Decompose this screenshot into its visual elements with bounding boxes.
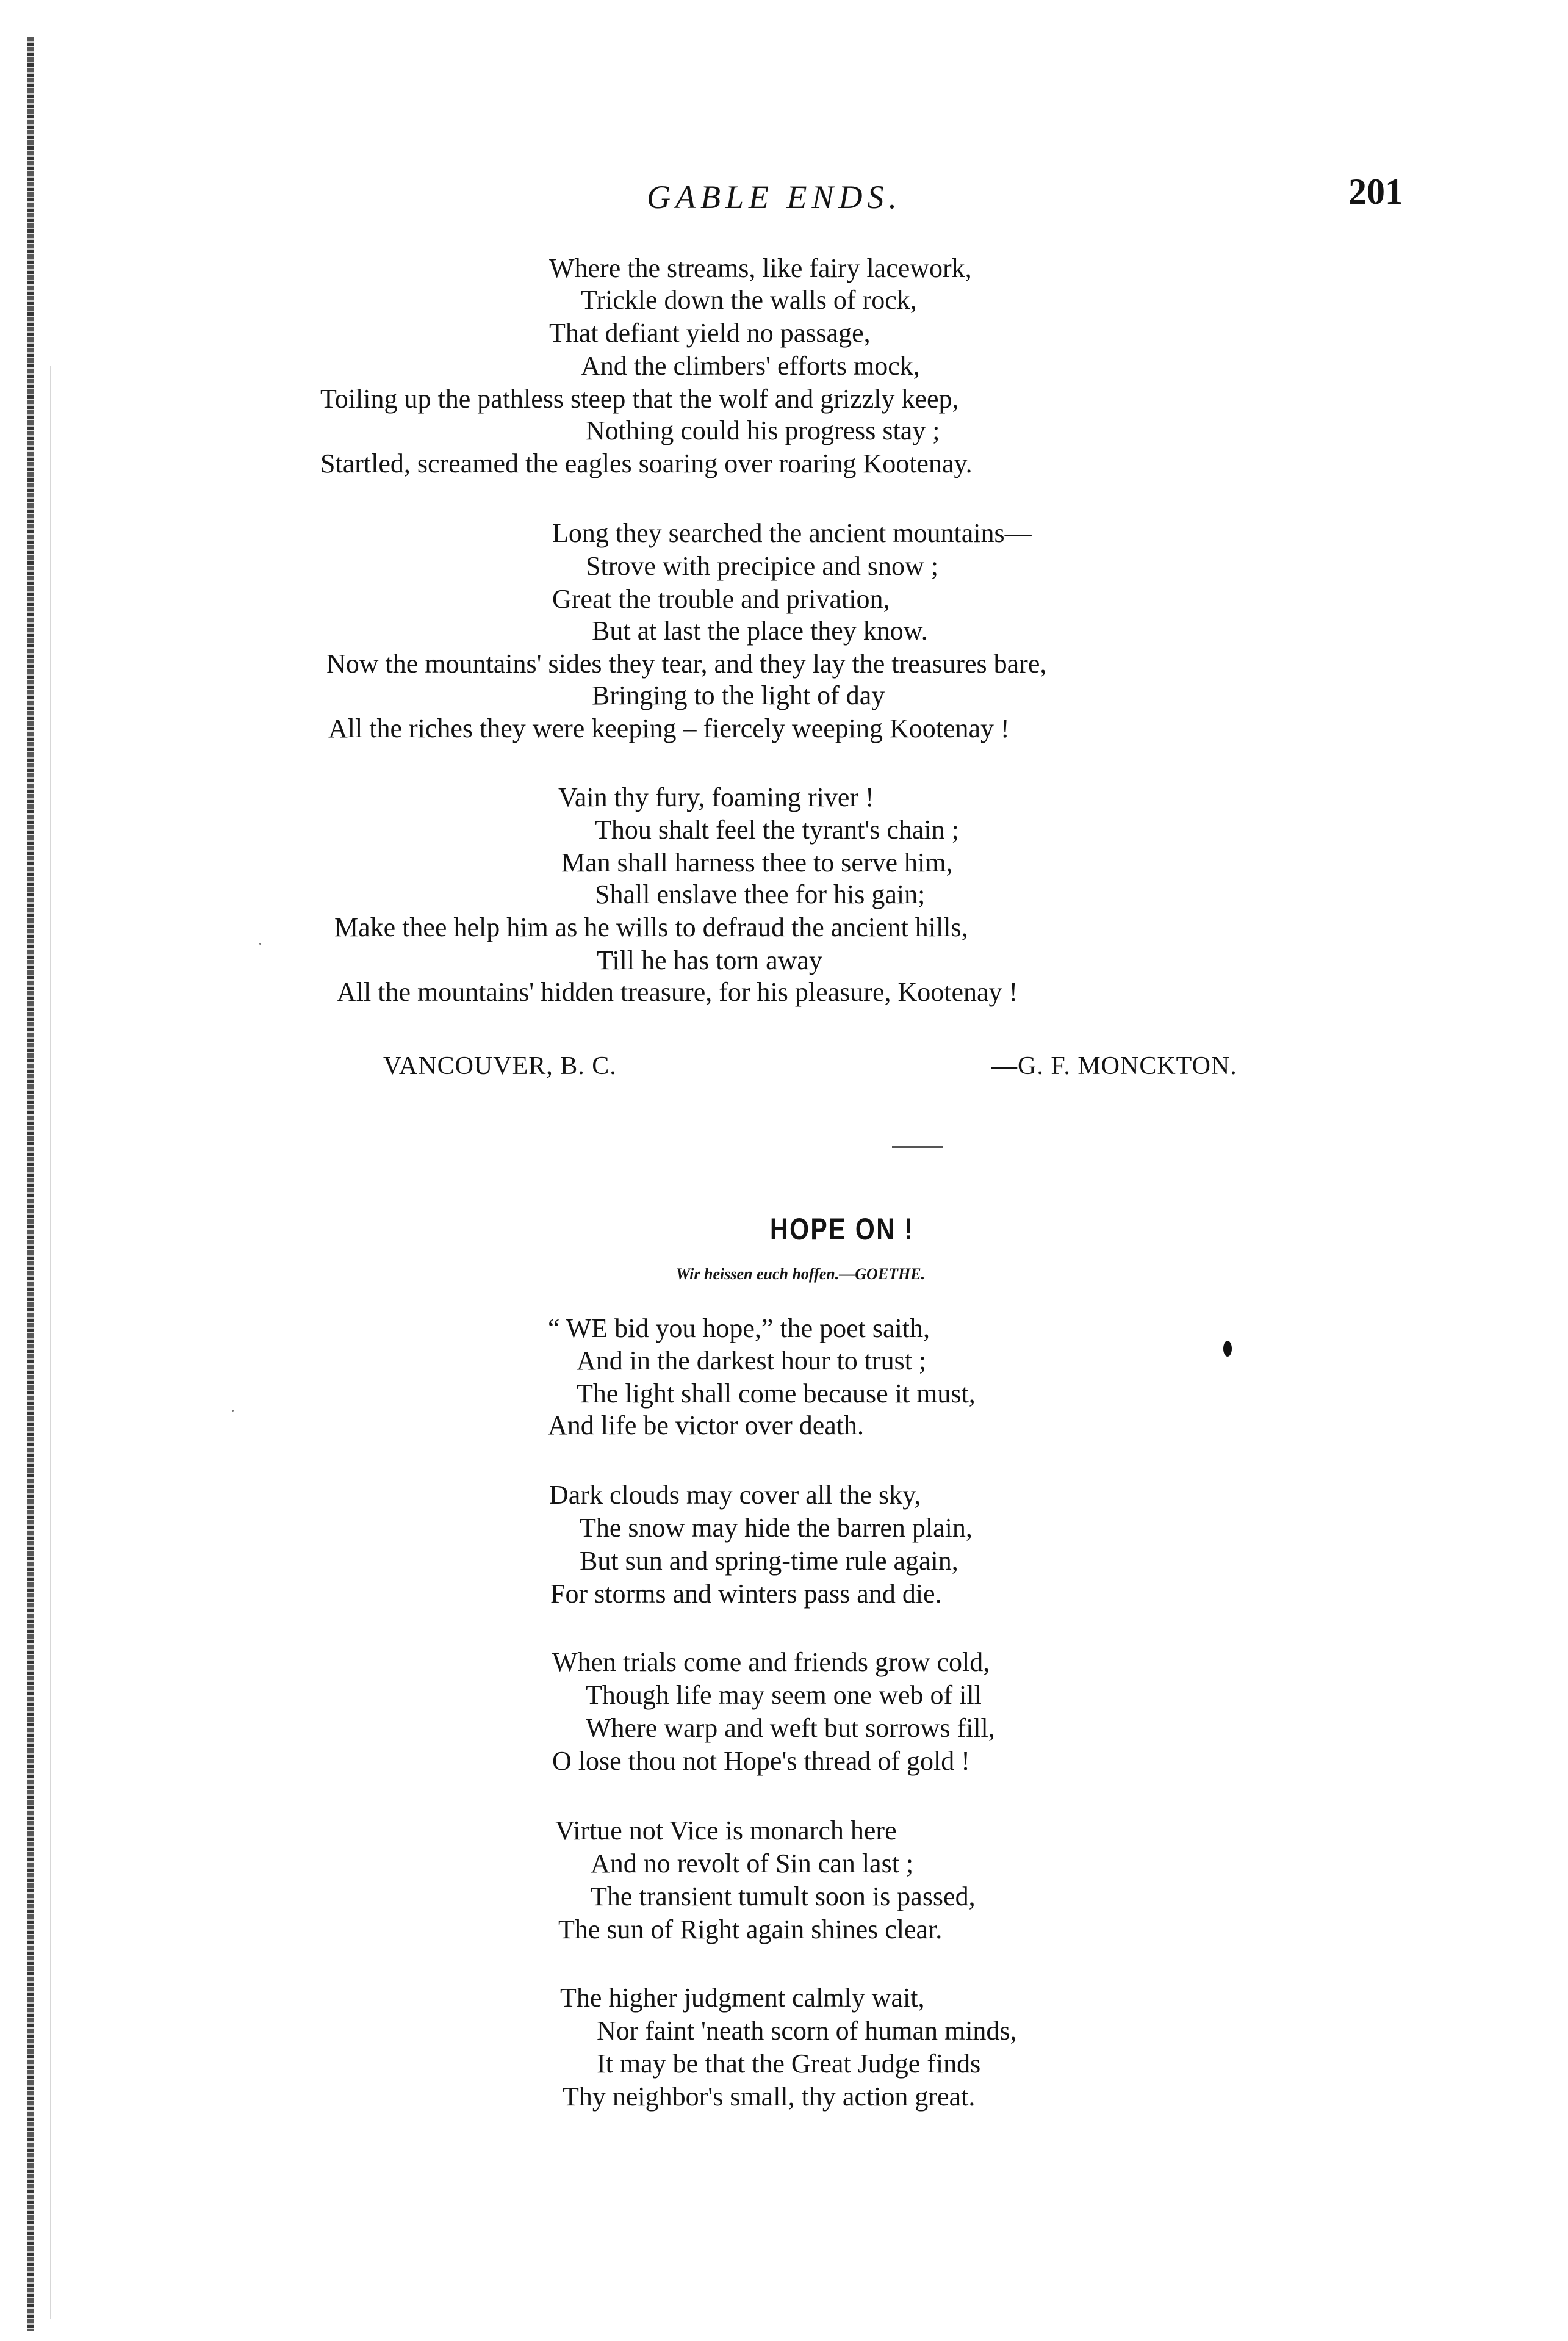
poem1-line: Vain thy fury, foaming river ! bbox=[558, 782, 874, 812]
poem2-line: O lose thou not Hope's thread of gold ! bbox=[552, 1746, 970, 1776]
poem2-line: And no revolt of Sin can last ; bbox=[591, 1849, 914, 1878]
poem1-line: Great the trouble and privation, bbox=[552, 584, 890, 614]
poem1-line: All the riches they were keeping – fiercely weeping Kootenay ! bbox=[328, 713, 1010, 743]
poem2-line: The light shall come because it must, bbox=[577, 1379, 976, 1409]
poem2-line: “ WE bid you hope,” the poet saith, bbox=[548, 1313, 930, 1343]
poem1-line: That defiant yield no passage, bbox=[549, 318, 871, 348]
poem2-line: The higher judgment calmly wait, bbox=[560, 1983, 925, 2013]
poem1-line: Trickle down the walls of rock, bbox=[581, 285, 917, 315]
poem1-line: Shall enslave thee for his gain; bbox=[595, 879, 926, 909]
running-title: GABLE ENDS. bbox=[647, 179, 902, 215]
poem1-line: Where the streams, like fairy lacework, bbox=[549, 253, 972, 283]
poem2-line: Where warp and weft but sorrows fill, bbox=[586, 1713, 995, 1743]
binding-gutter bbox=[27, 37, 34, 2331]
poem2-line: But sun and spring-time rule again, bbox=[580, 1546, 958, 1576]
poem1-line: Toiling up the pathless steep that the wolf and grizzly keep, bbox=[320, 384, 959, 414]
poem1-line: Strove with precipice and snow ; bbox=[586, 551, 938, 581]
paper-speck bbox=[259, 943, 261, 945]
poem2-line: Virtue not Vice is monarch here bbox=[555, 1816, 897, 1845]
binding-shadow bbox=[50, 366, 51, 2319]
poem2-line: Dark clouds may cover all the sky, bbox=[549, 1480, 921, 1510]
poem1-line: Thou shalt feel the tyrant's chain ; bbox=[595, 815, 959, 845]
poem2-line: The transient tumult soon is passed, bbox=[591, 1881, 976, 1911]
poem2-epigraph: Wir heissen euch hoffen.—GOETHE. bbox=[676, 1265, 926, 1283]
poem1-line: Startled, screamed the eagles soaring over roaring Kootenay. bbox=[320, 449, 973, 478]
poem2-line: Nor faint 'neath scorn of human minds, bbox=[597, 2016, 1017, 2046]
poem1-line: Now the mountains' sides they tear, and they lay the treasures bare, bbox=[326, 649, 1047, 679]
poem1-line: Long they searched the ancient mountains— bbox=[552, 518, 1032, 548]
poem2-line: Thy neighbor's small, thy action great. bbox=[563, 2082, 976, 2112]
poem1-author: —G. F. MONCKTON. bbox=[991, 1052, 1237, 1080]
poem1-line: Till he has torn away bbox=[597, 945, 822, 975]
poem1-place: VANCOUVER, B. C. bbox=[383, 1052, 617, 1080]
poem2-line: Though life may seem one web of ill bbox=[586, 1680, 982, 1710]
poem1-line: And the climbers' efforts mock, bbox=[581, 351, 920, 381]
poem1-line: All the mountains' hidden treasure, for his pleasure, Kootenay ! bbox=[337, 977, 1018, 1007]
poem1-line: Nothing could his progress stay ; bbox=[586, 416, 940, 445]
poem1-line: Bringing to the light of day bbox=[592, 680, 885, 710]
poem2-line: And in the darkest hour to trust ; bbox=[577, 1346, 927, 1376]
poem1-line: But at last the place they know. bbox=[592, 616, 928, 646]
poem2-line: For storms and winters pass and die. bbox=[550, 1579, 942, 1609]
poem2-line: The snow may hide the barren plain, bbox=[580, 1513, 973, 1543]
running-head bbox=[0, 171, 1568, 221]
poem2-line: When trials come and friends grow cold, bbox=[552, 1647, 990, 1677]
poem2-title: HOPE ON ! bbox=[770, 1212, 915, 1246]
poem2-line: The sun of Right again shines clear. bbox=[558, 1914, 943, 1944]
ink-blot bbox=[1223, 1341, 1232, 1357]
poem1-line: Make thee help him as he wills to defraud the ancient hills, bbox=[334, 912, 968, 942]
poem1-line: Man shall harness thee to serve him, bbox=[561, 848, 953, 878]
paper-speck bbox=[232, 1410, 234, 1412]
poem2-line: And life be victor over death. bbox=[548, 1410, 865, 1440]
page-number: 201 bbox=[1348, 171, 1403, 212]
poem2-line: It may be that the Great Judge finds bbox=[597, 2049, 981, 2079]
section-divider bbox=[892, 1146, 943, 1148]
